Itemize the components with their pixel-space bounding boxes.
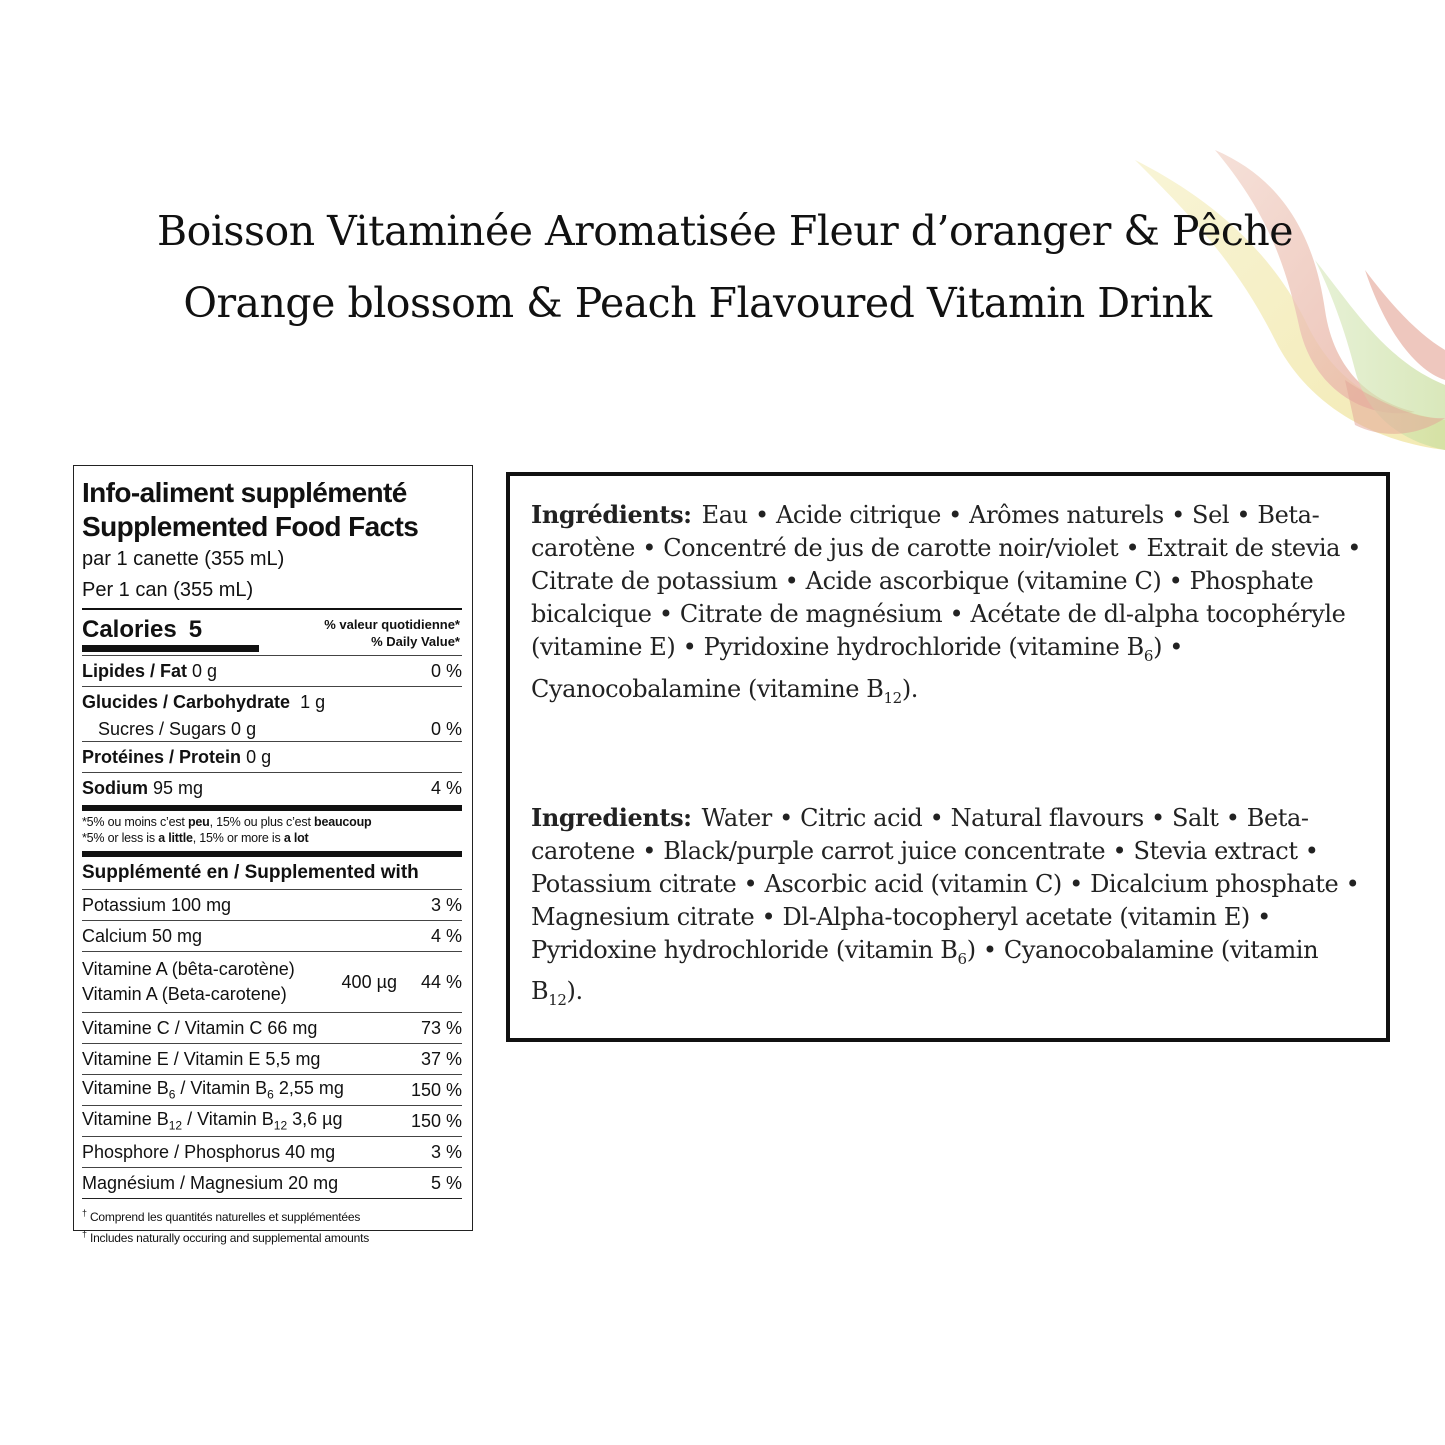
magnesium-row: Magnésium / Magnesium 20 mg 5 % <box>82 1167 462 1198</box>
calories-row <box>82 610 462 655</box>
phosphorus-row: Phosphore / Phosphorus 40 mg 3 % <box>82 1136 462 1167</box>
vitamin-b6-row: Vitamine $B_6$ / Vitamin $B_6$ 2,55 mg 150 % <box>82 1074 462 1105</box>
footnote-fr: *5% ou moins c’est peu, 15% ou plus c’est beaucoup <box>82 815 372 829</box>
title-english: Orange blossom & Peach Flavoured Vitamin Drink <box>183 279 1212 327</box>
footnote-en: *5% or less is a little, 15% or more is a lot <box>82 831 309 845</box>
vitamin-c-row: Vitamine C / Vitamin C 66 mg 73 % <box>82 1012 462 1043</box>
calories-value: 5 <box>188 616 203 643</box>
ingredients-label-en: Ingredients: <box>531 802 692 832</box>
sugars-dv: 0 % <box>430 718 462 739</box>
sodium-row <box>82 772 462 803</box>
sugars-row <box>82 717 462 741</box>
sodium-dv: 4 % <box>430 777 462 798</box>
vitamin-e-row: Vitamine E / Vitamin E 5,5 mg 37 % <box>82 1043 462 1074</box>
calories-label: Calories 5 <box>82 616 203 643</box>
daily-value-footnote <box>82 811 462 846</box>
dv-heading-fr: % valeur quotidienne* <box>324 617 460 632</box>
sugars-label: Sucres / Sugars 0 g <box>98 718 257 739</box>
fat-row <box>82 655 462 686</box>
calories-bar <box>82 645 259 652</box>
ingredients-french: Ingrédients: Eau • Acide citrique • Arômes naturels • Sel • Beta-carotène • Concentré de jus de carotte noir/violet • Extrait de stevia • Citrate de potassium • Acide ascorbique (vitamine C) • Phosphate bicalcique • Citrate de magnésium • Acétate de dl-alpha tocophéryle (vitamine E) • Pyridoxine hydrochloride (vitamine $B_6$) • Cyanocobalamine (vitamine $B_{12}$). <box>531 500 1362 707</box>
nf-title-en: Supplemented Food Facts <box>82 511 419 542</box>
carbohydrate-label: Glucides / Carbohydrate 1 g <box>82 691 326 712</box>
nf-title-fr: Info-aliment supplémenté <box>82 477 407 508</box>
carbohydrate-row <box>82 686 462 717</box>
fat-label: Lipides / Fat 0 g <box>82 660 218 681</box>
nutrition-facts-panel <box>73 465 473 1245</box>
fat-dv: 0 % <box>430 660 462 681</box>
product-title <box>0 195 1445 339</box>
supplement-note <box>82 1199 462 1247</box>
vitamin-b12-row: Vitamine $B_{12}$ / Vitamin $B_{12}$ 3,6 µg 150 % <box>82 1105 462 1136</box>
protein-label: Protéines / Protein 0 g <box>82 746 272 767</box>
protein-row <box>82 741 462 772</box>
serving-size-fr: par 1 canette (355 mL) <box>82 548 285 570</box>
daily-value-heading <box>324 616 460 650</box>
ingredients-english: Ingredients: Water • Citric acid • Natural flavours • Salt • Beta-carotene • Black/purple carrot juice concentrate • Stevia extract • Potassium citrate • Ascorbic acid (vitamin C) • Dicalcium phosphate • Magnesium citrate • Dl-Alpha-tocopheryl acetate (vitamin E) • Pyridoxine hydrochloride (vitamin $B_6$) • Cyanocobalamine (vitamin $B_{12}$). <box>531 802 1360 1010</box>
supplement-note-fr: † Comprend les quantités naturelles et supplémentées <box>82 1208 361 1224</box>
serving-size-en: Per 1 can (355 mL) <box>82 579 254 601</box>
supplemented-heading: Supplémenté en / Supplemented with <box>82 862 419 883</box>
dv-heading-en: % Daily Value* <box>371 634 460 649</box>
supplement-note-en: † Includes naturally occuring and supplemental amounts <box>82 1229 370 1245</box>
vitamin-a-row: Vitamine A (bêta-carotène) Vitamin A (Beta-carotene) 400 µg 44 % <box>82 951 462 1012</box>
ingredients-box <box>506 472 1390 1042</box>
potassium-row: Potassium 100 mg 3 % <box>82 889 462 920</box>
ingredients-label-fr: Ingrédients: <box>531 500 692 529</box>
calcium-row: Calcium 50 mg 4 % <box>82 920 462 951</box>
title-french: Boisson Vitaminée Aromatisée Fleur d’oranger & Pêche <box>157 207 1293 255</box>
sodium-label: Sodium 95 mg <box>82 777 204 798</box>
